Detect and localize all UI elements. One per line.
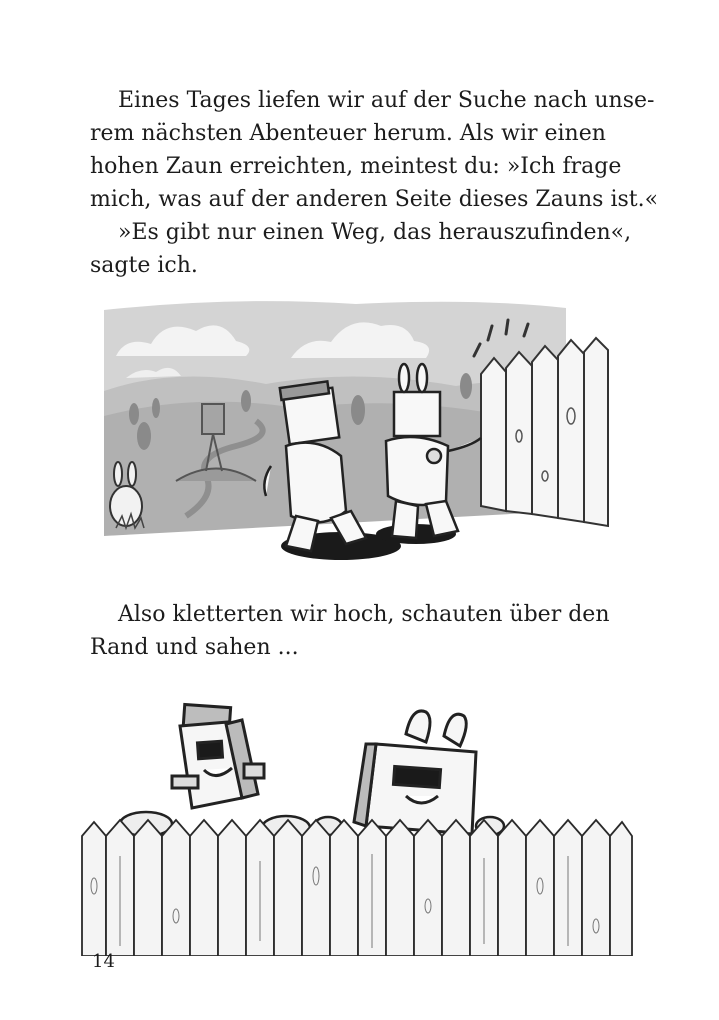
- text-line: Rand und sahen ...: [90, 635, 299, 660]
- text-line: sagte ich.: [90, 253, 198, 278]
- story-paragraph-3: [90, 598, 630, 664]
- story-paragraphs: [90, 84, 659, 282]
- text-line: »Es gibt nur einen Weg, das herauszufinden«,: [118, 220, 632, 245]
- page-number: 14: [92, 951, 115, 972]
- text-line: Eines Tages liefen wir auf der Suche nach unse-: [118, 88, 655, 113]
- walking-to-fence-illustration: [96, 296, 616, 566]
- peeking-over-fence-illustration: [76, 686, 636, 956]
- text-line: mich, was auf der anderen Seite dieses Zauns ist.«: [90, 187, 659, 212]
- text-line: rem nächsten Abenteuer herum. Als wir einen: [90, 121, 606, 146]
- peeking-over-fence-icon: [76, 686, 636, 956]
- walking-to-fence-icon: [96, 296, 616, 566]
- text-line: Also kletterten wir hoch, schauten über den: [118, 602, 610, 627]
- text-line: hohen Zaun erreichten, meintest du: »Ich frage: [90, 154, 622, 179]
